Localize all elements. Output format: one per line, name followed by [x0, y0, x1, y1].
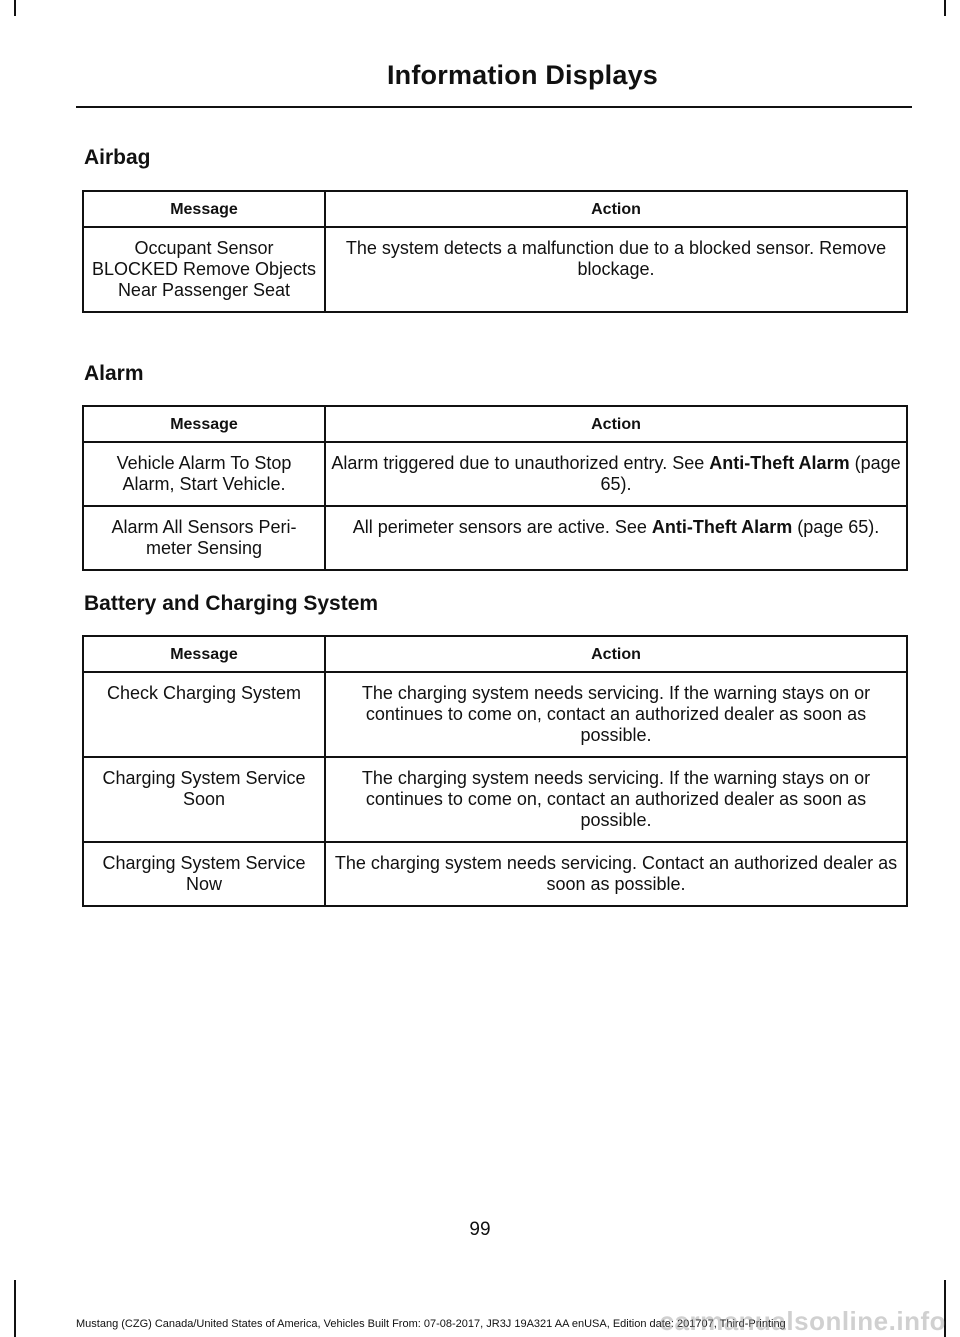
page-number: 99: [469, 1219, 491, 1240]
column-header-action: Action: [325, 191, 907, 227]
cross-reference-link[interactable]: Anti-Theft Alarm: [651, 517, 793, 537]
table-row: [83, 672, 907, 757]
column-header-action: Action: [325, 406, 907, 442]
action-cell: The charging system needs servicing. If the warning stays on or continues to come on, contact an authorized dealer as soon as possible.: [325, 757, 907, 842]
action-cell: [325, 442, 907, 506]
action-cell: The charging system needs servicing. If the warning stays on or continues to come on, contact an authorized dealer as soon as possible.: [325, 672, 907, 757]
table-row: [83, 842, 907, 906]
action-cell: The charging system needs servicing. Contact an authorized dealer as soon as possible.: [325, 842, 907, 906]
crop-mark-top-left: [14, 0, 16, 16]
page-reference: (page 65).: [600, 453, 901, 494]
message-cell: Occupant Sensor BLOCKED Remove Objects Near Passenger Seat: [83, 227, 325, 312]
message-cell: Check Charging System: [83, 672, 325, 757]
message-cell: Alarm All Sensors Peri-meter Sensing: [83, 506, 325, 570]
page-header-title: Information Displays: [386, 60, 658, 90]
battery-charging-table: [82, 635, 908, 907]
action-cell: The system detects a malfunction due to a blocked sensor. Remove blockage.: [325, 227, 907, 312]
table-header-row: [83, 636, 907, 672]
crop-mark-top-right: [944, 0, 946, 16]
crop-mark-bottom-left: [14, 1280, 16, 1337]
table-row: [83, 506, 907, 570]
section-heading-airbag: Airbag: [84, 146, 151, 169]
action-cell: [325, 506, 907, 570]
alarm-table: [82, 405, 908, 571]
table-row: [83, 757, 907, 842]
header-rule: [76, 106, 912, 108]
footer-edition-info: Mustang (CZG) Canada/United States of America, Vehicles Built From: 07-08-2017, JR3J 19A321 AA enUSA, Edition date: 201707, Third-Printing: [76, 1318, 786, 1330]
column-header-message: Message: [83, 191, 325, 227]
table-header-row: [83, 406, 907, 442]
action-text: Alarm triggered due to unauthorized entry. See: [331, 453, 710, 473]
table-row: [83, 442, 907, 506]
message-cell: Charging System Service Soon: [83, 757, 325, 842]
airbag-table: [82, 190, 908, 313]
watermark-logo: carmanualsonline.info: [659, 1306, 946, 1336]
column-header-message: Message: [83, 636, 325, 672]
table-row: [83, 227, 907, 312]
message-cell: Charging System Service Now: [83, 842, 325, 906]
message-cell: Vehicle Alarm To Stop Alarm, Start Vehicle.: [83, 442, 325, 506]
action-text: All perimeter sensors are active. See: [352, 517, 652, 537]
section-heading-battery-charging: Battery and Charging System: [84, 592, 379, 615]
table-header-row: [83, 191, 907, 227]
column-header-action: Action: [325, 636, 907, 672]
page-reference: (page 65).: [792, 517, 880, 537]
column-header-message: Message: [83, 406, 325, 442]
cross-reference-link[interactable]: Anti-Theft Alarm: [709, 453, 850, 473]
section-heading-alarm: Alarm: [84, 362, 144, 385]
